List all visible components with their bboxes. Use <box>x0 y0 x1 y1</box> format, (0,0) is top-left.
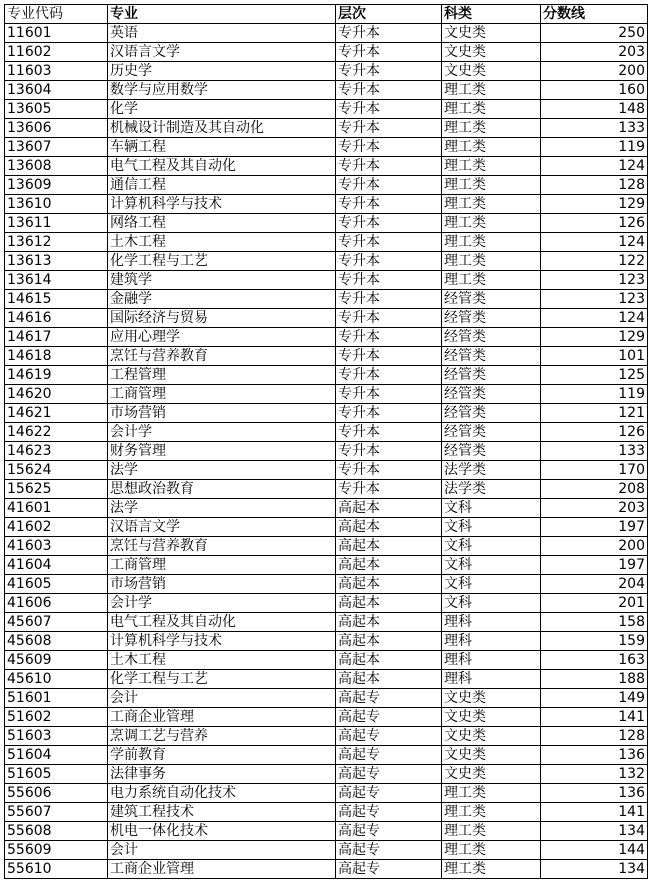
cell-score: 119 <box>541 138 648 157</box>
cell-level: 高起专 <box>336 860 442 879</box>
table-row <box>5 157 648 176</box>
cell-level: 专升本 <box>336 214 442 233</box>
cell-category: 理工类 <box>442 119 541 138</box>
cell-code: 11601 <box>5 24 108 43</box>
cell-level: 高起本 <box>336 651 442 670</box>
cell-category: 经管类 <box>442 385 541 404</box>
cell-category: 理科 <box>442 670 541 689</box>
cell-score: 126 <box>541 214 648 233</box>
cell-category: 文史类 <box>442 689 541 708</box>
cell-major: 财务管理 <box>108 442 336 461</box>
table-row <box>5 328 648 347</box>
table-row <box>5 347 648 366</box>
cell-category: 经管类 <box>442 423 541 442</box>
cell-level: 专升本 <box>336 138 442 157</box>
cell-level: 高起本 <box>336 499 442 518</box>
cell-code: 13609 <box>5 176 108 195</box>
table-row <box>5 252 648 271</box>
cell-level: 高起专 <box>336 708 442 727</box>
cell-score: 200 <box>541 62 648 81</box>
table-row <box>5 575 648 594</box>
cell-category: 文史类 <box>442 62 541 81</box>
cell-category: 文史类 <box>442 765 541 784</box>
cell-score: 132 <box>541 765 648 784</box>
cell-category: 理工类 <box>442 157 541 176</box>
cell-major: 机电一体化技术 <box>108 822 336 841</box>
cell-code: 41605 <box>5 575 108 594</box>
cell-code: 51601 <box>5 689 108 708</box>
cell-score: 129 <box>541 195 648 214</box>
cell-code: 51605 <box>5 765 108 784</box>
cell-category: 理科 <box>442 651 541 670</box>
cell-level: 专升本 <box>336 366 442 385</box>
cell-code: 13604 <box>5 81 108 100</box>
cell-major: 汉语言文学 <box>108 43 336 62</box>
cell-code: 14619 <box>5 366 108 385</box>
cell-level: 专升本 <box>336 252 442 271</box>
cell-level: 专升本 <box>336 119 442 138</box>
cell-score: 197 <box>541 518 648 537</box>
table-row <box>5 195 648 214</box>
cell-category: 经管类 <box>442 366 541 385</box>
cell-major: 工商管理 <box>108 385 336 404</box>
cell-major: 法律事务 <box>108 765 336 784</box>
cell-score: 124 <box>541 233 648 252</box>
cell-score: 201 <box>541 594 648 613</box>
cell-major: 法学 <box>108 499 336 518</box>
cell-score: 204 <box>541 575 648 594</box>
cell-score: 123 <box>541 271 648 290</box>
cell-code: 55607 <box>5 803 108 822</box>
cell-category: 文史类 <box>442 746 541 765</box>
cell-code: 41603 <box>5 537 108 556</box>
cell-major: 会计学 <box>108 594 336 613</box>
cell-level: 专升本 <box>336 347 442 366</box>
table-row <box>5 271 648 290</box>
cell-score: 136 <box>541 784 648 803</box>
cell-major: 土木工程 <box>108 651 336 670</box>
cell-major: 工商管理 <box>108 556 336 575</box>
cell-score: 128 <box>541 176 648 195</box>
cell-level: 专升本 <box>336 195 442 214</box>
table-row <box>5 442 648 461</box>
cell-major: 化学工程与工艺 <box>108 670 336 689</box>
cell-category: 法学类 <box>442 461 541 480</box>
table-row <box>5 841 648 860</box>
cell-code: 14618 <box>5 347 108 366</box>
cell-code: 45608 <box>5 632 108 651</box>
cell-score: 163 <box>541 651 648 670</box>
cell-score: 129 <box>541 328 648 347</box>
cell-major: 市场营销 <box>108 575 336 594</box>
cell-major: 化学 <box>108 100 336 119</box>
cell-category: 经管类 <box>442 309 541 328</box>
cell-level: 专升本 <box>336 328 442 347</box>
cell-category: 理工类 <box>442 252 541 271</box>
cell-code: 13614 <box>5 271 108 290</box>
cell-major: 网络工程 <box>108 214 336 233</box>
cell-category: 文史类 <box>442 708 541 727</box>
header-major: 专业 <box>108 5 336 24</box>
table-body <box>5 24 648 879</box>
cell-score: 133 <box>541 442 648 461</box>
table-row <box>5 366 648 385</box>
cell-major: 烹饪与营养教育 <box>108 347 336 366</box>
cell-category: 经管类 <box>442 328 541 347</box>
header-level: 层次 <box>336 5 442 24</box>
cell-level: 专升本 <box>336 309 442 328</box>
cell-score: 119 <box>541 385 648 404</box>
cell-level: 专升本 <box>336 100 442 119</box>
cell-code: 13607 <box>5 138 108 157</box>
cell-score: 134 <box>541 860 648 879</box>
cell-code: 13612 <box>5 233 108 252</box>
cell-code: 13608 <box>5 157 108 176</box>
cell-code: 55608 <box>5 822 108 841</box>
table-row <box>5 613 648 632</box>
cell-level: 高起本 <box>336 518 442 537</box>
table-row <box>5 499 648 518</box>
header-row <box>5 5 648 24</box>
cell-code: 45607 <box>5 613 108 632</box>
cell-level: 专升本 <box>336 290 442 309</box>
table-row <box>5 651 648 670</box>
cell-category: 理工类 <box>442 803 541 822</box>
table-row <box>5 233 648 252</box>
table-row <box>5 746 648 765</box>
cell-score: 141 <box>541 708 648 727</box>
cell-score: 121 <box>541 404 648 423</box>
cell-category: 理工类 <box>442 822 541 841</box>
cell-level: 高起专 <box>336 727 442 746</box>
cell-code: 51603 <box>5 727 108 746</box>
table-row <box>5 537 648 556</box>
table-row <box>5 556 648 575</box>
cell-score: 123 <box>541 290 648 309</box>
cell-score: 128 <box>541 727 648 746</box>
cell-category: 文科 <box>442 518 541 537</box>
cell-major: 工商企业管理 <box>108 860 336 879</box>
cell-major: 应用心理学 <box>108 328 336 347</box>
cell-code: 11602 <box>5 43 108 62</box>
table-row <box>5 43 648 62</box>
cell-level: 高起本 <box>336 613 442 632</box>
cell-level: 高起本 <box>336 575 442 594</box>
cell-score: 203 <box>541 499 648 518</box>
cell-score: 188 <box>541 670 648 689</box>
cell-code: 14615 <box>5 290 108 309</box>
cell-code: 11603 <box>5 62 108 81</box>
table-row <box>5 689 648 708</box>
cell-level: 高起本 <box>336 670 442 689</box>
cell-category: 文科 <box>442 537 541 556</box>
cell-category: 文科 <box>442 575 541 594</box>
table-row <box>5 62 648 81</box>
cell-major: 车辆工程 <box>108 138 336 157</box>
cell-code: 41606 <box>5 594 108 613</box>
cell-category: 经管类 <box>442 442 541 461</box>
cell-code: 13611 <box>5 214 108 233</box>
cell-category: 文科 <box>442 556 541 575</box>
cell-code: 15625 <box>5 480 108 499</box>
cell-category: 经管类 <box>442 404 541 423</box>
cell-category: 理工类 <box>442 841 541 860</box>
table-row <box>5 100 648 119</box>
cell-category: 理工类 <box>442 195 541 214</box>
cell-major: 法学 <box>108 461 336 480</box>
cell-score: 136 <box>541 746 648 765</box>
cell-level: 高起专 <box>336 784 442 803</box>
cell-code: 14623 <box>5 442 108 461</box>
cell-major: 英语 <box>108 24 336 43</box>
cell-major: 土木工程 <box>108 233 336 252</box>
cell-level: 高起专 <box>336 765 442 784</box>
cell-level: 专升本 <box>336 233 442 252</box>
cell-code: 51604 <box>5 746 108 765</box>
cell-score: 159 <box>541 632 648 651</box>
table-row <box>5 138 648 157</box>
cell-code: 15624 <box>5 461 108 480</box>
cell-level: 专升本 <box>336 81 442 100</box>
cell-major: 工商企业管理 <box>108 708 336 727</box>
cell-code: 45609 <box>5 651 108 670</box>
table-row <box>5 119 648 138</box>
cell-major: 历史学 <box>108 62 336 81</box>
cell-category: 经管类 <box>442 347 541 366</box>
cell-score: 200 <box>541 537 648 556</box>
cell-category: 理科 <box>442 632 541 651</box>
header-code: 专业代码 <box>5 5 108 24</box>
cell-category: 理工类 <box>442 138 541 157</box>
cell-category: 文科 <box>442 594 541 613</box>
cell-major: 工程管理 <box>108 366 336 385</box>
cell-major: 建筑工程技术 <box>108 803 336 822</box>
cell-major: 通信工程 <box>108 176 336 195</box>
cell-category: 理科 <box>442 613 541 632</box>
cell-score: 141 <box>541 803 648 822</box>
cell-category: 文科 <box>442 499 541 518</box>
cell-major: 机械设计制造及其自动化 <box>108 119 336 138</box>
table-row <box>5 727 648 746</box>
cell-score: 124 <box>541 309 648 328</box>
cell-score: 250 <box>541 24 648 43</box>
cell-level: 专升本 <box>336 480 442 499</box>
cell-major: 会计 <box>108 841 336 860</box>
cell-level: 高起专 <box>336 841 442 860</box>
cell-major: 汉语言文学 <box>108 518 336 537</box>
cell-score: 149 <box>541 689 648 708</box>
cell-score: 133 <box>541 119 648 138</box>
cell-code: 55609 <box>5 841 108 860</box>
table-row <box>5 594 648 613</box>
table-row <box>5 480 648 499</box>
cell-code: 41601 <box>5 499 108 518</box>
cell-category: 文史类 <box>442 727 541 746</box>
cell-major: 市场营销 <box>108 404 336 423</box>
cell-category: 理工类 <box>442 860 541 879</box>
cell-score: 197 <box>541 556 648 575</box>
cell-level: 高起本 <box>336 632 442 651</box>
table-row <box>5 822 648 841</box>
cell-level: 高起专 <box>336 689 442 708</box>
cell-level: 专升本 <box>336 62 442 81</box>
cell-level: 高起专 <box>336 803 442 822</box>
table-row <box>5 765 648 784</box>
cell-category: 理工类 <box>442 176 541 195</box>
cell-code: 55610 <box>5 860 108 879</box>
cell-major: 思想政治教育 <box>108 480 336 499</box>
table-row <box>5 860 648 879</box>
cell-score: 122 <box>541 252 648 271</box>
cell-code: 13610 <box>5 195 108 214</box>
table-row <box>5 461 648 480</box>
cell-level: 专升本 <box>336 461 442 480</box>
cell-score: 101 <box>541 347 648 366</box>
cell-score: 144 <box>541 841 648 860</box>
table-row <box>5 803 648 822</box>
table-row <box>5 632 648 651</box>
cell-major: 电气工程及其自动化 <box>108 613 336 632</box>
cell-level: 高起本 <box>336 556 442 575</box>
cell-major: 烹饪与营养教育 <box>108 537 336 556</box>
cell-level: 专升本 <box>336 404 442 423</box>
cell-major: 化学工程与工艺 <box>108 252 336 271</box>
cell-code: 41604 <box>5 556 108 575</box>
header-category: 科类 <box>442 5 541 24</box>
cell-level: 高起本 <box>336 594 442 613</box>
cell-code: 13613 <box>5 252 108 271</box>
cell-category: 理工类 <box>442 271 541 290</box>
cell-score: 125 <box>541 366 648 385</box>
cell-level: 专升本 <box>336 423 442 442</box>
table-row <box>5 670 648 689</box>
cell-score: 203 <box>541 43 648 62</box>
cell-category: 法学类 <box>442 480 541 499</box>
cell-category: 理工类 <box>442 784 541 803</box>
table-row <box>5 385 648 404</box>
table-row <box>5 176 648 195</box>
cell-major: 国际经济与贸易 <box>108 309 336 328</box>
cell-category: 理工类 <box>442 100 541 119</box>
cell-score: 124 <box>541 157 648 176</box>
cell-level: 专升本 <box>336 157 442 176</box>
cell-code: 14621 <box>5 404 108 423</box>
cell-score: 170 <box>541 461 648 480</box>
cell-major: 会计 <box>108 689 336 708</box>
cell-category: 理工类 <box>442 233 541 252</box>
cell-major: 烹调工艺与营养 <box>108 727 336 746</box>
cell-score: 160 <box>541 81 648 100</box>
cell-level: 专升本 <box>336 176 442 195</box>
cell-level: 专升本 <box>336 43 442 62</box>
cell-level: 专升本 <box>336 442 442 461</box>
table-row <box>5 404 648 423</box>
table-row <box>5 708 648 727</box>
cell-category: 理工类 <box>442 81 541 100</box>
cell-score: 126 <box>541 423 648 442</box>
cell-code: 14617 <box>5 328 108 347</box>
cell-code: 51602 <box>5 708 108 727</box>
cell-score: 158 <box>541 613 648 632</box>
cell-major: 计算机科学与技术 <box>108 632 336 651</box>
cell-level: 高起专 <box>336 822 442 841</box>
cell-major: 建筑学 <box>108 271 336 290</box>
cell-score: 148 <box>541 100 648 119</box>
cell-category: 文史类 <box>442 24 541 43</box>
cell-category: 理工类 <box>442 214 541 233</box>
cell-major: 电力系统自动化技术 <box>108 784 336 803</box>
header-score: 分数线 <box>541 5 648 24</box>
table-row <box>5 423 648 442</box>
cell-code: 14616 <box>5 309 108 328</box>
cell-major: 计算机科学与技术 <box>108 195 336 214</box>
cell-major: 数学与应用数学 <box>108 81 336 100</box>
score-table <box>4 4 648 879</box>
cell-level: 专升本 <box>336 271 442 290</box>
cell-code: 13606 <box>5 119 108 138</box>
cell-level: 高起专 <box>336 746 442 765</box>
table-row <box>5 24 648 43</box>
table-row <box>5 81 648 100</box>
cell-code: 41602 <box>5 518 108 537</box>
table-row <box>5 518 648 537</box>
cell-score: 208 <box>541 480 648 499</box>
cell-major: 电气工程及其自动化 <box>108 157 336 176</box>
table-row <box>5 309 648 328</box>
cell-code: 45610 <box>5 670 108 689</box>
table-row <box>5 784 648 803</box>
cell-code: 14622 <box>5 423 108 442</box>
table-row <box>5 290 648 309</box>
cell-level: 专升本 <box>336 24 442 43</box>
cell-major: 金融学 <box>108 290 336 309</box>
cell-code: 14620 <box>5 385 108 404</box>
cell-score: 134 <box>541 822 648 841</box>
cell-major: 学前教育 <box>108 746 336 765</box>
cell-code: 13605 <box>5 100 108 119</box>
cell-level: 高起本 <box>336 537 442 556</box>
table-row <box>5 214 648 233</box>
cell-category: 经管类 <box>442 290 541 309</box>
cell-major: 会计学 <box>108 423 336 442</box>
cell-category: 文史类 <box>442 43 541 62</box>
cell-code: 55606 <box>5 784 108 803</box>
cell-level: 专升本 <box>336 385 442 404</box>
